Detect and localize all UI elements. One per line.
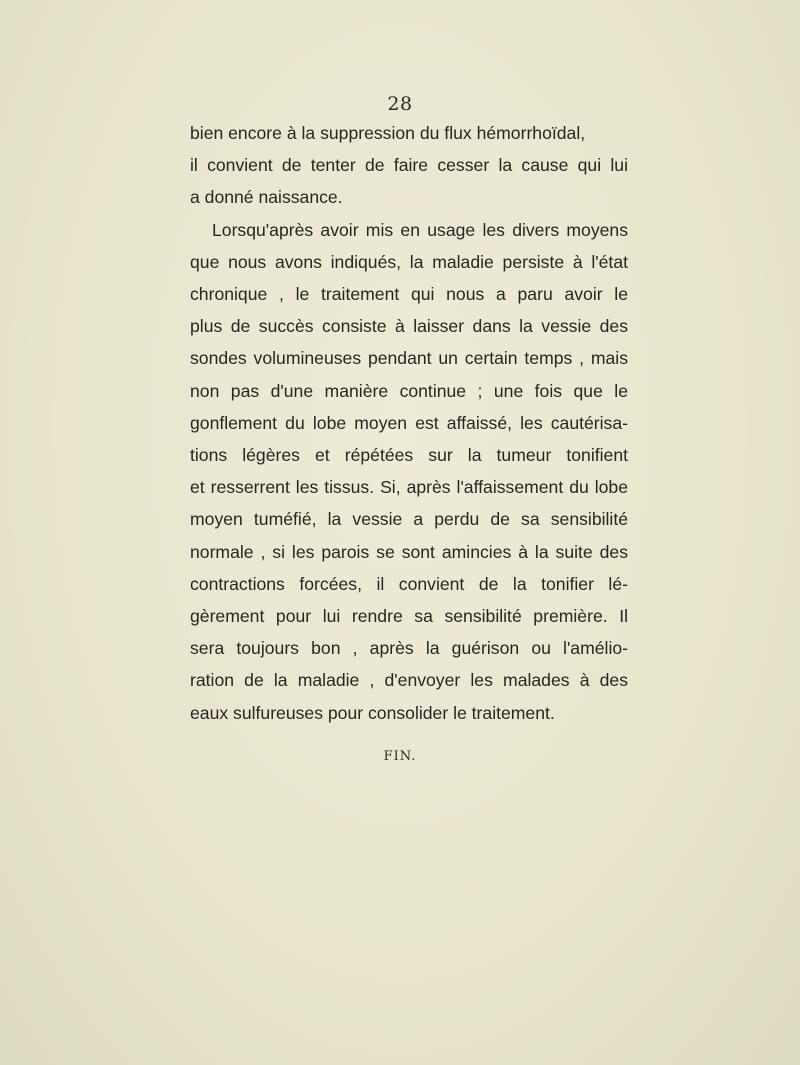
text-line: non pas d'une manière continue ; une fois que le	[190, 380, 628, 401]
text-line: sondes volumineuses pendant un certain temps , mais	[190, 348, 628, 369]
text-line: Lorsqu'après avoir mis en usage les divers moyens	[212, 219, 628, 240]
page-number: 28	[387, 93, 413, 115]
body-text	[190, 117, 628, 729]
text-line: gèrement pour lui rendre sa sensibilité première. Il	[190, 606, 628, 627]
text-line: sera toujours bon , après la guérison ou l'amélio-	[190, 638, 628, 659]
text-line: tions légères et répétées sur la tumeur tonifient	[190, 445, 628, 466]
text-line: contractions forcées, il convient de la tonifier lé-	[190, 573, 628, 594]
end-mark: FIN.	[383, 749, 417, 764]
text-line: et resserrent les tissus. Si, après l'affaissement du lobe	[190, 477, 628, 498]
text-line: moyen tuméfié, la vessie a perdu de sa sensibilité	[190, 509, 628, 530]
text-line: il convient de tenter de faire cesser la cause qui lui	[190, 155, 628, 176]
text-line: gonflement du lobe moyen est affaissé, les cautérisa-	[190, 412, 628, 433]
text-line: plus de succès consiste à laisser dans la vessie des	[190, 316, 628, 337]
text-line: chronique , le traitement qui nous a paru avoir le	[190, 284, 628, 305]
text-line: a donné naissance.	[190, 187, 343, 208]
text-line: bien encore à la suppression du flux hémorrhoïdal,	[190, 123, 586, 143]
text-line: que nous avons indiqués, la maladie persiste à l'état	[190, 251, 628, 272]
text-line: eaux sulfureuses pour consolider le traitement.	[190, 702, 555, 723]
text-line: normale , si les parois se sont amincies à la suite des	[190, 541, 628, 562]
text-line: ration de la maladie , d'envoyer les malades à des	[190, 670, 628, 691]
